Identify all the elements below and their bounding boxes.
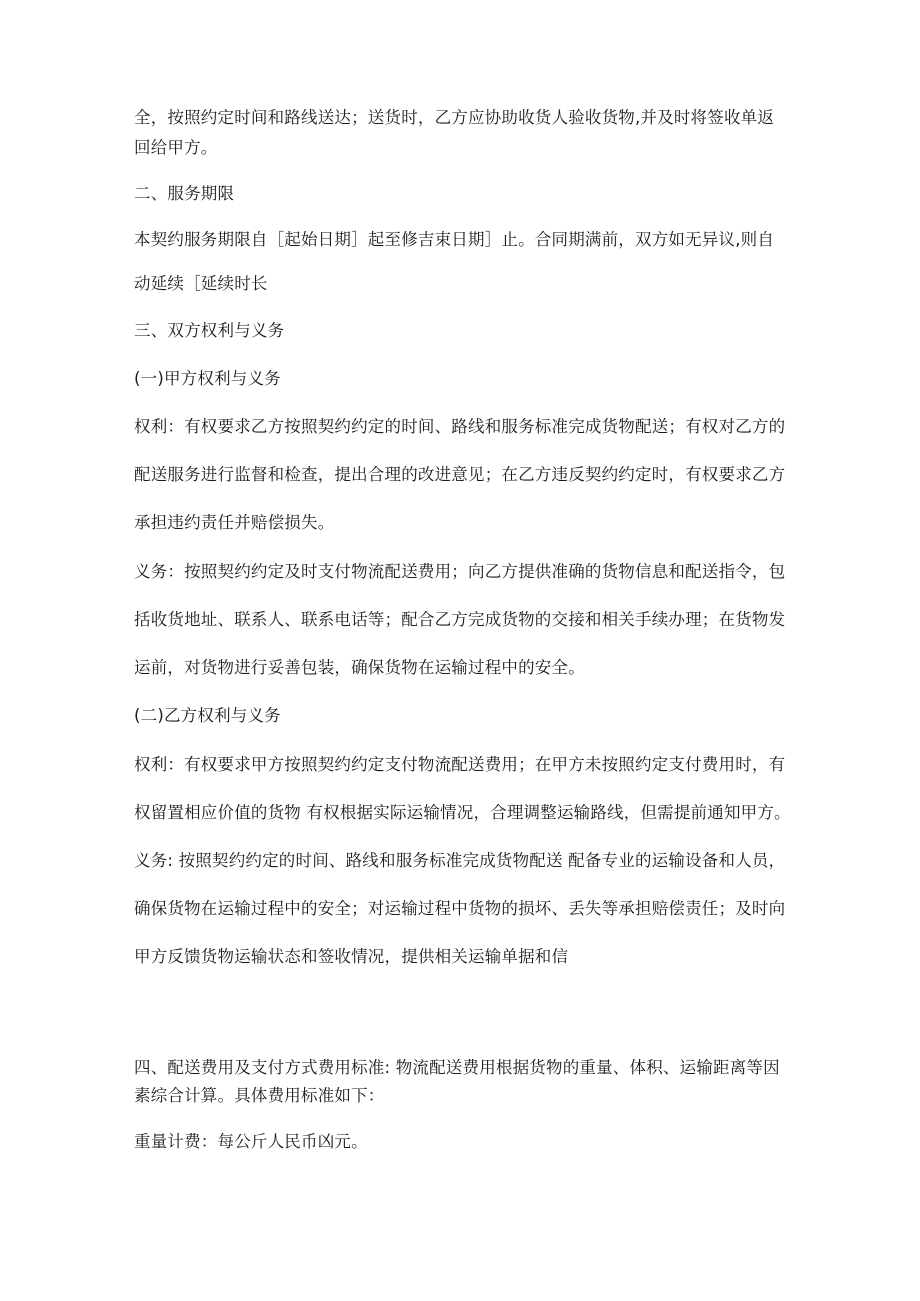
text-line: 素综合计算。具体费用标准如下： [134,1086,385,1105]
text-line: 括收货地址、联系人、联系电话等；配合乙方完成货物的交接和相关手续办理；在货物发 [134,610,786,629]
text-line: 配送服务进行监督和检查，提出合理的改进意见；在乙方违反契约约定时，有权要求乙方 [134,465,786,484]
text-line: 权留置相应价值的货物 有权根据实际运输情况，合理调整运输路线，但需提前通知甲方。 [134,803,791,822]
text-line: 权利：有权要求甲方按照契约约定支付物流配送费用；在甲方未按照约定支付费用时，有 [134,755,786,774]
text-line: 义务：按照契约约定及时支付物流配送费用；向乙方提供准确的货物信息和配送指令，包 [134,562,786,581]
text-line: 义务: 按照契约约定的时间、路线和服务标准完成货物配送 配备专业的运输设备和人员， [134,851,786,870]
subsection-heading: (二)乙方权利与义务 [134,706,281,725]
section-heading: 三、双方权利与义务 [134,321,285,340]
text-line: 重量计费：每公斤人民币凶元。 [134,1132,368,1151]
text-line: 承担违约责任并赔偿损失。 [134,513,335,532]
section-heading: 二、服务期限 [134,184,235,203]
text-line: 回给甲方。 [134,138,218,157]
text-line: 运前，对货物进行妥善包装，确保货物在运输过程中的安全。 [134,658,585,677]
text-line: 权利：有权要求乙方按照契约约定的时间、路线和服务标准完成货物配送；有权对乙方的 [134,417,786,436]
text-line: 全，按照约定时间和路线送达；送货时，乙方应协助收货人验收货物,并及时将签收单返 [134,108,775,127]
section-heading: 四、配送费用及支付方式费用标准: 物流配送费用根据货物的重量、体积、运输距离等因 [134,1058,780,1077]
text-line: 本契约服务期限自［起始日期］起至修吉束日期］止。合同期满前，双方如无异议,则自 [134,230,775,249]
subsection-heading: (一)甲方权利与义务 [134,369,281,388]
text-line: 动延续［延续时长 [134,274,268,293]
text-line: 甲方反馈货物运输状态和签收情况，提供相关运输单据和信 [134,947,569,966]
text-line: 确保货物在运输过程中的安全；对运输过程中货物的损坏、丢失等承担赔偿责任；及时向 [134,899,786,918]
